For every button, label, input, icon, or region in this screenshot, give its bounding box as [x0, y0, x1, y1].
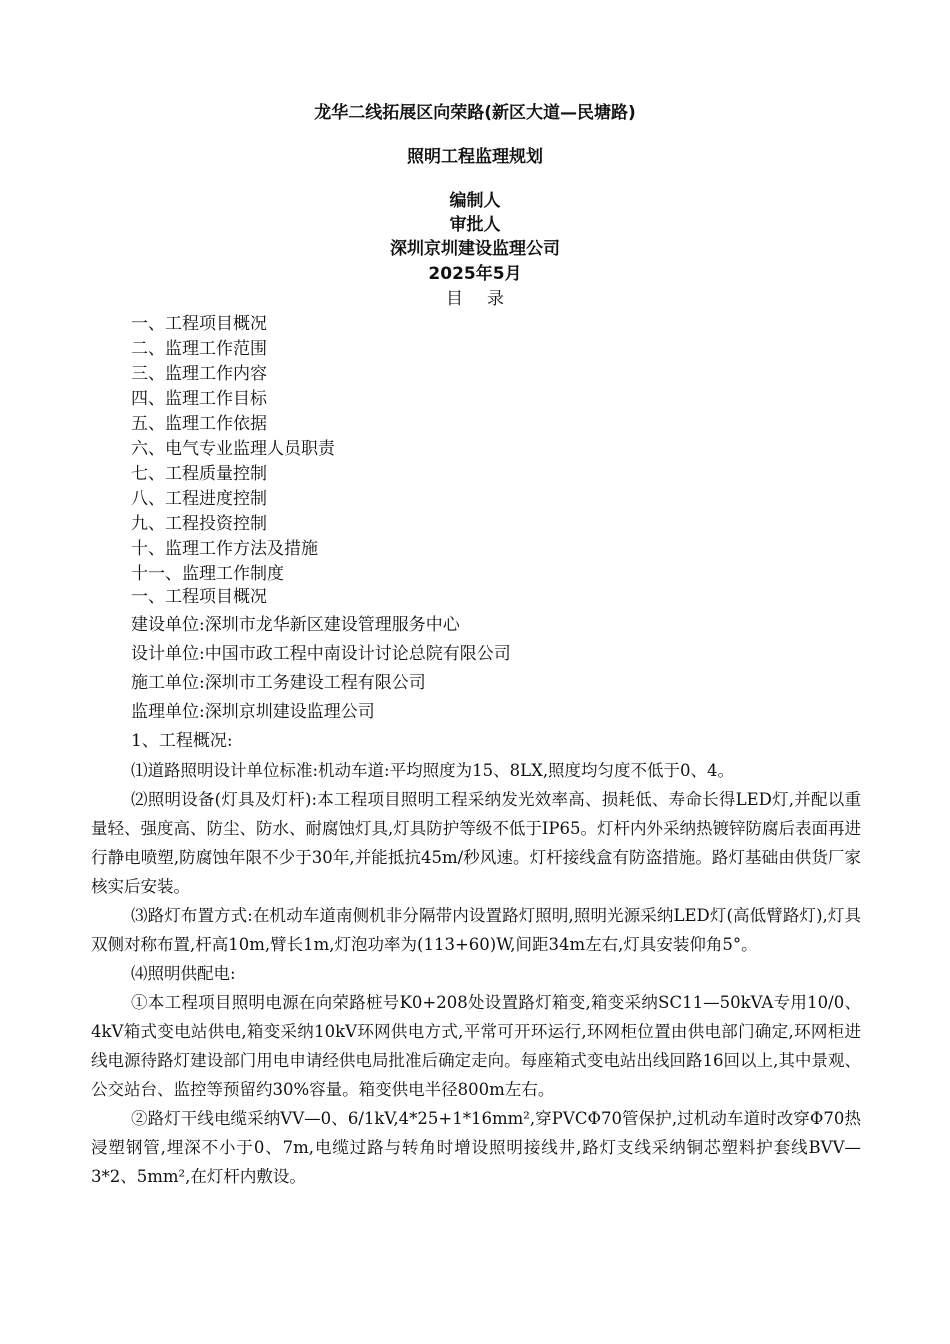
overview-heading: 1、工程概况: — [131, 731, 233, 751]
toc-item: 一、工程项目概况 — [131, 314, 267, 334]
overview-body — [91, 756, 861, 1191]
document-date: 2025年5月 — [428, 264, 522, 284]
toc-item: 十一、监理工作制度 — [131, 564, 284, 584]
toc-item: 五、监理工作依据 — [131, 414, 267, 434]
paragraph: ⑵照明设备(灯具及灯杆):本工程项目照明工程采纳发光效率高、损耗低、寿命长得LED灯,并配以重量轻、强度高、防尘、防水、耐腐蚀灯具,灯具防护等级不低于IP65。灯杆内外采纳热镀锌防腐后表面再进行静电喷塑,防腐蚀年限不少于30年,并能抵抗45m/秒风速。灯杆接线盒有防盗措施。路灯基础由供货厂家核实后安装。 — [91, 790, 861, 896]
editor-label: 编制人 — [449, 191, 501, 211]
toc-item: 四、监理工作目标 — [131, 389, 267, 409]
toc-item: 六、电气专业监理人员职责 — [131, 439, 335, 459]
section-heading: 一、工程项目概况 — [131, 587, 267, 607]
company-name: 深圳京圳建设监理公司 — [390, 239, 560, 259]
approver-label: 审批人 — [449, 215, 501, 235]
document-subtitle: 照明工程监理规划 — [407, 147, 543, 167]
paragraph: ⑶路灯布置方式:在机动车道南侧机非分隔带内设置路灯照明,照明光源采纳LED灯(高低臂路灯),灯具双侧对称布置,杆高10m,臂长1m,灯泡功率为(113+60)W,间距34m左右,灯具安装仰角5°。 — [91, 906, 861, 954]
paragraph: ②路灯干线电缆采纳VV—0、6/1kV,4*25+1*16mm²,穿PVCΦ70管保护,过机动车道时改穿Φ70热浸塑钢管,埋深不小于0、7m,电缆过路与转角时增设照明接线井,路灯支线采纳铜芯塑料护套线BVV—3*2、5mm²,在灯杆内敷设。 — [91, 1109, 861, 1186]
toc-item: 九、工程投资控制 — [131, 514, 267, 534]
toc-item: 八、工程进度控制 — [131, 489, 267, 509]
toc-item: 七、工程质量控制 — [131, 464, 267, 484]
toc-heading: 目录 — [446, 289, 528, 309]
paragraph: ⑴道路照明设计单位标准:机动车道:平均照度为15、8LX,照度均匀度不低于0、4。 — [131, 761, 735, 780]
paragraph: ⑷照明供配电: — [131, 964, 236, 983]
table-of-contents — [131, 312, 335, 587]
contractor-unit: 施工单位:深圳市工务建设工程有限公司 — [131, 673, 426, 693]
toc-item: 二、监理工作范围 — [131, 339, 267, 359]
toc-item: 十、监理工作方法及措施 — [131, 539, 318, 559]
construction-unit: 建设单位:深圳市龙华新区建设管理服务中心 — [131, 615, 460, 635]
document-title: 龙华二线拓展区向荣路(新区大道—民塘路) — [314, 103, 636, 123]
toc-item: 三、监理工作内容 — [131, 364, 267, 384]
paragraph: ①本工程项目照明电源在向荣路桩号K0+208处设置路灯箱变,箱变采纳SC11—50kVA专用10/0、4kV箱式变电站供电,箱变采纳10kV环网供电方式,平常可开环运行,环网柜位置由供电部门确定,环网柜进线电源待路灯建设部门用电申请经供电局批准后确定走向。每座箱式变电站出线回路16回以上,其中景观、公交站台、监控等预留约30%容量。箱变供电半径800m左右。 — [91, 993, 861, 1099]
supervision-unit: 监理单位:深圳京圳建设监理公司 — [131, 702, 375, 722]
design-unit: 设计单位:中国市政工程中南设计讨论总院有限公司 — [131, 644, 511, 664]
